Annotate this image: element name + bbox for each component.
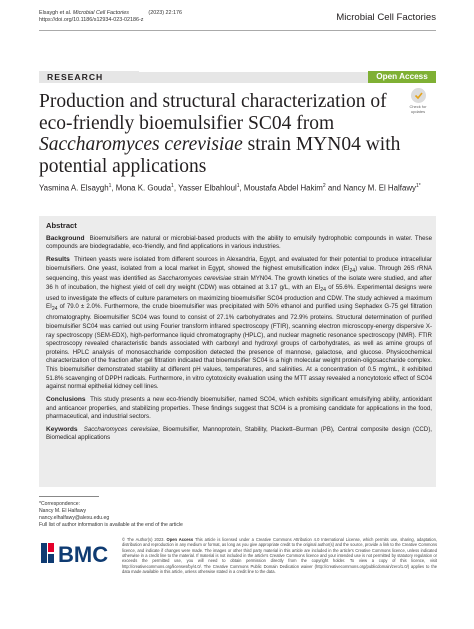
author-affiliation: 1 — [171, 183, 174, 189]
abstract — [46, 222, 432, 447]
author-name[interactable]: Yasmina A. Elsaygh — [39, 183, 109, 193]
journal-name: Microbial Cell Factories — [336, 12, 436, 23]
results-text-d: of 55.6%. Experimental designs were used to investigate the effects of culture parameters on maximizing bioemulsifier SC04 production and CDW. The study achieved a maximum EI — [46, 283, 432, 311]
title-part-1: Production and structural characterization of eco-friendly bioemulsifier SC04 from — [39, 91, 387, 134]
header-divider — [39, 30, 436, 31]
results-text-e: of 79.0 ± 2.0%. Furthermore, the crude bioemulsifier was precipitated with 50% ethanol and purified using Sephadex G-75 gel filtration chromatography. Bioemulsifier SC04 was found to consist of 27.1% carbohydrates and 72.9% proteins. Structural determination of purified bioemulsifier SC04 was carried out using Fourier transform infrared spectroscopy (FTIR), scanning electron microscopy-energy dispersive X-ray spectroscopy (SEM-EDX), high-performance liquid chromatography (HPLC), and nuclear magnetic resonance spectroscopy (NMR). FTIR spectroscopy revealed characteristic bands associated with carboxyl and hydroxyl groups of carbohydrates, as well as amine groups of proteins. HPLC analysis of monosaccharide composition detected the presence of mannose, galactose, and glucose. Physicochemical characterization of the fraction after gel filtration indicated that bioemulsifier SC04 is a high molecular weight protein-oligosaccharide complex. This bioemulsifier demonstrated stability at different pH values, temperatures, and salinities. At a concentration of 0.5 mg/mL, it exhibited 51.8% scavenging of DPPH radicals. Furthermore, in vitro cytotoxicity evaluation using the MTT assay revealed a noncytotoxic effect of SC04 against normal epithelial kidney cell lines. — [46, 303, 432, 391]
title-species: Saccharomyces cerevisiae — [39, 134, 243, 155]
citation-header — [39, 10, 182, 24]
abstract-conclusions — [46, 396, 432, 422]
license-lead: © The Author(s) 2023. — [122, 537, 165, 542]
doi-link[interactable]: https://doi.org/10.1186/s12934-023-02186-z — [39, 17, 144, 23]
background-text: Bioemulsifiers are natural or microbial-based products with the ability to emulsify hydrophobic compounds in water. These compounds are biodegradable, eco-friendly, and find applications in various industries. — [46, 234, 433, 251]
author-info-note: Full list of author information is available at the end of the article — [39, 521, 183, 528]
license-body: This article is licensed under a Creative Commons Attribution 4.0 International License, which permits use, sharing, adaptation, distribution and reproduction in any medium or format, as long as you give appropriate credit to the original author(s) and the source, provide a link to the Creative Commons licence, and indicate if changes were made. The images or other third party material in this article are included in the article's Creative Commons licence, unless indicated otherwise in a credit line to the material. If material is not included in the article's Creative Commons licence and your intended use is not permitted by statutory regulation or exceeds the permitted use, you will need to obtain permission directly from the copyright holder. To view a copy of this licence, visit http://creativecommons.org/licenses/by/4.0/. The Creative Commons Public Domain Dedication waiver (http://creativecommons.org/publicdomain/zero/1.0/) applies to the data made available in this article, unless otherwise stated in a credit line to the data. — [122, 537, 438, 575]
title-part-2: strain MYN04 with potential applications — [39, 134, 401, 177]
citation-authors: Elsaygh et al. — [39, 10, 72, 16]
license-open-access: Open Access — [166, 537, 194, 542]
correspondence-email[interactable]: nancy.elhalfawy@alexu.edu.eg — [39, 514, 110, 521]
results-text-a: Thirteen yeasts were isolated from different sources in Alexandria, Egypt, and evaluated for their potential to produce intracellular bioemulsifiers. One yeast, isolated from a local market in Egypt, showed the highest emulsification index (EI — [46, 255, 432, 272]
bmc-logo-text: BMC — [58, 542, 109, 567]
citation-year: (2023) 22:176 — [148, 10, 182, 16]
check-updates-label: Check for updates — [409, 104, 427, 114]
keywords-text: , Bioemulsifier, Mannoprotein, Stability, Plackett–Burman (PB), Central composite design (CCD), Biomedical applications — [46, 425, 432, 442]
check-updates-icon — [411, 88, 426, 103]
abstract-results — [46, 256, 432, 392]
open-access-badge: Open Access — [368, 71, 436, 83]
ei-subscript: 24 — [51, 306, 58, 313]
abstract-heading: Abstract — [46, 221, 77, 230]
conclusions-text: This study presents a new eco-friendly bioemulsifier, named SC04, which exhibits significant emulsifying ability, antioxidant and anticancer properties, and stabilizing properties. These findings suggest that SC04 is a promising candidate for applications in the food, pharmaceutical, and industrial sectors. — [46, 395, 432, 421]
results-text-b: ) value. Through 26S rRNA sequencing, this yeast was identified as — [46, 264, 432, 283]
citation-journal: Microbial Cell Factories — [72, 10, 129, 16]
footnote-divider — [39, 496, 99, 497]
results-label: Results — [46, 255, 70, 263]
abstract-keywords — [46, 426, 432, 443]
author-affiliation: 1 — [108, 183, 112, 189]
author-name[interactable]: Nancy M. El Halfawy — [343, 183, 416, 193]
check-for-updates-button[interactable] — [404, 88, 432, 114]
bmc-logo[interactable] — [41, 539, 121, 567]
author-affiliation: 1* — [415, 183, 421, 189]
keywords-label: Keywords — [46, 425, 78, 433]
author-name[interactable]: Yasser Elbahloul — [178, 183, 237, 193]
article-title — [39, 91, 411, 177]
ei-subscript: 24 — [349, 267, 356, 274]
keywords-species: Saccharomyces cerevisiae — [83, 425, 159, 433]
abstract-background — [46, 235, 432, 252]
background-label: Background — [46, 234, 85, 242]
correspondence-name: Nancy M. El Halfawy — [39, 507, 86, 514]
correspondence-label: *Correspondence: — [39, 500, 81, 507]
results-text-c: strain MYN04. The growth kinetics of the isolate were studied, and after 36 h of incubation, the highest yield of cell dry weight (CDW) was obtained at 3.17 g/L, with an EI — [46, 275, 432, 291]
author-affiliation: 1 — [236, 183, 240, 189]
ei-subscript: 24 — [320, 287, 326, 294]
results-species: Saccharomyces cerevisiae — [157, 275, 232, 283]
author-list: Yasmina A. Elsaygh$^1$, Mona K. Gouda$^1$, Yasser Elbahloul$^1$, Moustafa Abdel Hakim$^2$ and Nancy M. El Halfawy$^{1*}$ — [39, 183, 421, 193]
bmc-logo-mark — [41, 543, 54, 563]
correspondence — [39, 496, 259, 529]
article-type-label: RESEARCH — [39, 71, 139, 83]
author-affiliation: 2 — [322, 183, 326, 189]
author-name[interactable]: Moustafa Abdel Hakim — [243, 183, 323, 193]
author-name[interactable]: Mona K. Gouda — [115, 183, 172, 193]
license-text — [122, 537, 437, 574]
conclusions-label: Conclusions — [46, 395, 86, 403]
